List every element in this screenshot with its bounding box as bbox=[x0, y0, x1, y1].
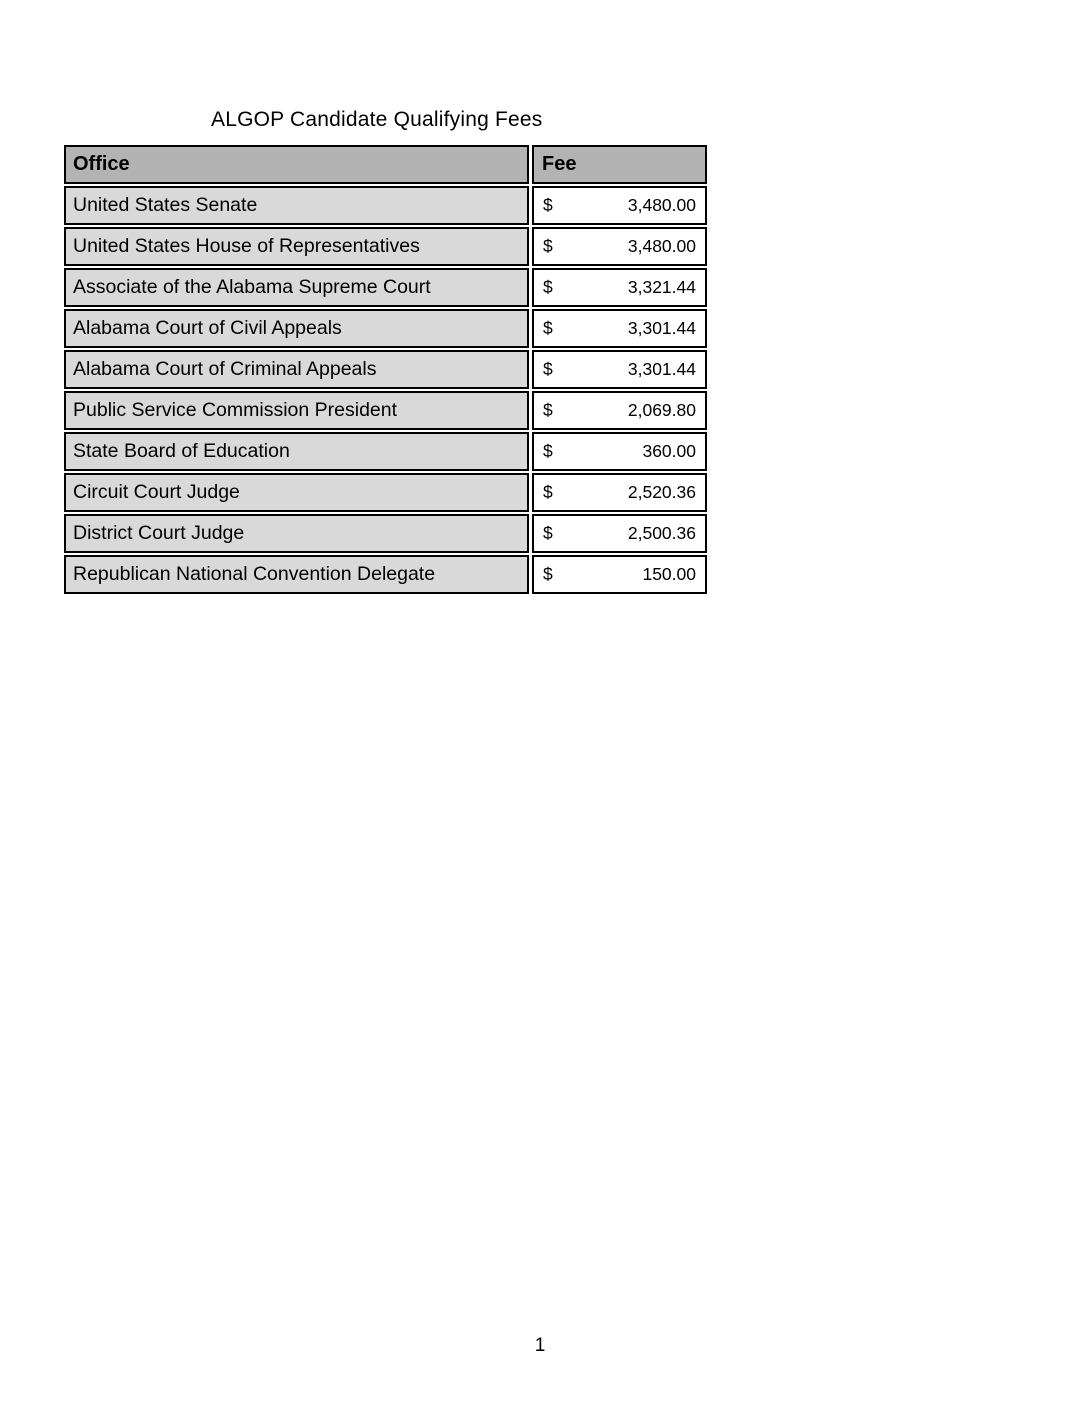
currency-symbol: $ bbox=[543, 564, 553, 584]
page-number: 1 bbox=[534, 1335, 546, 1356]
table-row bbox=[64, 432, 707, 471]
office-cell: State Board of Education bbox=[64, 432, 529, 471]
table-row bbox=[64, 309, 707, 348]
page-title: ALGOP Candidate Qualifying Fees bbox=[211, 108, 543, 131]
office-cell: Alabama Court of Civil Appeals bbox=[64, 309, 529, 348]
table-row bbox=[64, 514, 707, 553]
fee-amount: 2,069.80 bbox=[627, 400, 696, 420]
fee-cell bbox=[532, 391, 707, 430]
fee-cell bbox=[532, 227, 707, 266]
office-cell: United States Senate bbox=[64, 186, 529, 225]
fee-cell bbox=[532, 555, 707, 594]
fee-cell bbox=[532, 473, 707, 512]
fee-amount: 150.00 bbox=[642, 564, 696, 584]
fee-cell bbox=[532, 309, 707, 348]
table-row bbox=[64, 268, 707, 307]
fees-table bbox=[61, 143, 710, 596]
fee-amount: 3,321.44 bbox=[627, 277, 696, 297]
office-cell: United States House of Representatives bbox=[64, 227, 529, 266]
fee-amount: 360.00 bbox=[642, 441, 696, 461]
fee-amount: 3,301.44 bbox=[627, 359, 696, 379]
office-cell: Public Service Commission President bbox=[64, 391, 529, 430]
fee-amount: 3,480.00 bbox=[627, 236, 696, 256]
table-row bbox=[64, 391, 707, 430]
table-header-row bbox=[64, 145, 707, 184]
currency-symbol: $ bbox=[543, 441, 553, 461]
fee-amount: 2,500.36 bbox=[627, 523, 696, 543]
column-header-office: Office bbox=[64, 145, 529, 184]
fee-amount: 2,520.36 bbox=[627, 482, 696, 502]
currency-symbol: $ bbox=[543, 277, 553, 297]
currency-symbol: $ bbox=[543, 236, 553, 256]
table-row bbox=[64, 186, 707, 225]
fee-amount: 3,480.00 bbox=[627, 195, 696, 215]
office-cell: Associate of the Alabama Supreme Court bbox=[64, 268, 529, 307]
column-header-fee: Fee bbox=[532, 145, 707, 184]
currency-symbol: $ bbox=[543, 359, 553, 379]
fee-amount: 3,301.44 bbox=[627, 318, 696, 338]
fee-cell bbox=[532, 268, 707, 307]
currency-symbol: $ bbox=[543, 482, 553, 502]
fee-cell bbox=[532, 186, 707, 225]
currency-symbol: $ bbox=[543, 195, 553, 215]
currency-symbol: $ bbox=[543, 400, 553, 420]
fee-cell bbox=[532, 350, 707, 389]
fee-cell bbox=[532, 432, 707, 471]
fee-cell bbox=[532, 514, 707, 553]
table-row bbox=[64, 227, 707, 266]
office-cell: Circuit Court Judge bbox=[64, 473, 529, 512]
office-cell: District Court Judge bbox=[64, 514, 529, 553]
table-row bbox=[64, 350, 707, 389]
table-row bbox=[64, 555, 707, 594]
office-cell: Alabama Court of Criminal Appeals bbox=[64, 350, 529, 389]
table-row bbox=[64, 473, 707, 512]
office-cell: Republican National Convention Delegate bbox=[64, 555, 529, 594]
currency-symbol: $ bbox=[543, 523, 553, 543]
currency-symbol: $ bbox=[543, 318, 553, 338]
